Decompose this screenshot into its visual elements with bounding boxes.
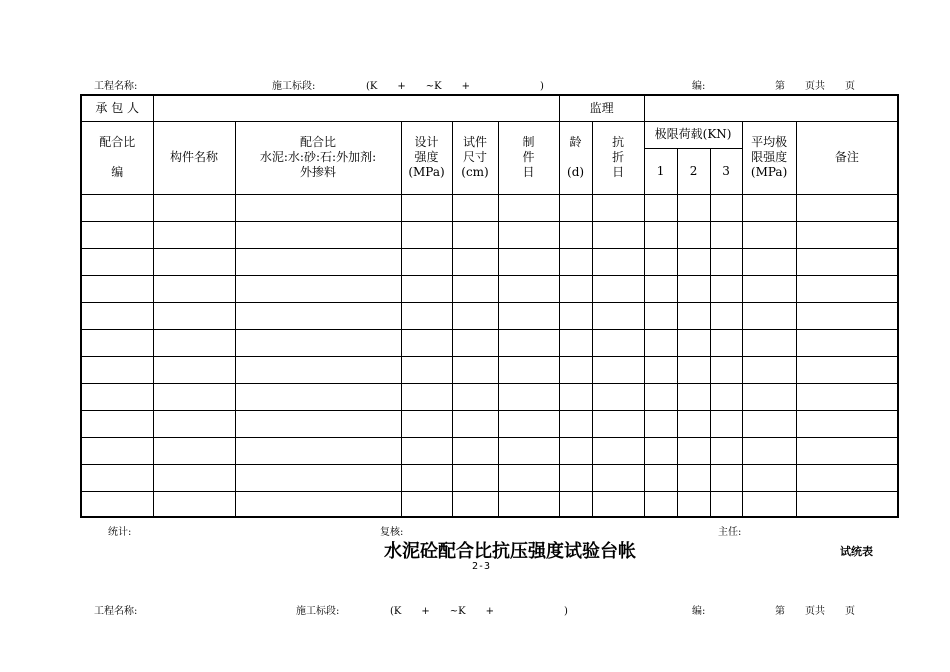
table-cell[interactable] (81, 491, 153, 517)
table-cell[interactable] (742, 329, 796, 356)
table-cell[interactable] (796, 356, 898, 383)
table-cell[interactable] (235, 437, 401, 464)
table-cell[interactable] (592, 437, 644, 464)
table-row (81, 356, 898, 383)
table-cell[interactable] (235, 356, 401, 383)
table-cell[interactable] (452, 329, 498, 356)
table-cell[interactable] (677, 464, 710, 491)
table-cell[interactable] (677, 194, 710, 221)
section-label: 施工标段: (272, 81, 316, 92)
edit-label: 编: (692, 81, 706, 92)
table-cell[interactable] (677, 383, 710, 410)
table-cell[interactable] (677, 356, 710, 383)
table-cell[interactable] (742, 437, 796, 464)
edit-label-bottom: 编: (692, 606, 706, 617)
table-cell[interactable] (742, 302, 796, 329)
col-age: 龄 (d) (559, 121, 592, 194)
table-cell[interactable] (153, 356, 235, 383)
table-cell[interactable] (235, 464, 401, 491)
table-cell[interactable] (742, 248, 796, 275)
table-cell[interactable] (796, 410, 898, 437)
table-cell[interactable] (559, 383, 592, 410)
table-cell[interactable] (742, 221, 796, 248)
table-cell[interactable] (498, 356, 559, 383)
table-cell[interactable] (153, 383, 235, 410)
table-cell[interactable] (559, 194, 592, 221)
table-cell[interactable] (498, 383, 559, 410)
table-cell[interactable] (235, 194, 401, 221)
table-cell[interactable] (592, 410, 644, 437)
table-cell[interactable] (452, 302, 498, 329)
table-cell[interactable] (592, 302, 644, 329)
table-cell[interactable] (153, 248, 235, 275)
table-cell[interactable] (677, 329, 710, 356)
table-cell[interactable] (153, 194, 235, 221)
table-row (81, 275, 898, 302)
section-label-bottom: 施工标段: (296, 606, 340, 617)
col-load-2: 2 (677, 148, 710, 194)
table-cell[interactable] (498, 491, 559, 517)
table-cell[interactable] (592, 464, 644, 491)
table-cell[interactable] (153, 275, 235, 302)
col-remarks: 备注 (796, 121, 898, 194)
table-cell[interactable] (644, 383, 677, 410)
table-cell[interactable] (677, 221, 710, 248)
table-cell[interactable] (401, 275, 452, 302)
table-cell[interactable] (153, 410, 235, 437)
table-cell[interactable] (796, 464, 898, 491)
table-cell[interactable] (452, 221, 498, 248)
table-cell[interactable] (592, 356, 644, 383)
table-cell[interactable] (677, 302, 710, 329)
form-label: 试统表 (840, 545, 873, 558)
table-cell[interactable] (644, 437, 677, 464)
col-avg-strength: 平均极 限强度 (MPa) (742, 121, 796, 194)
table-cell[interactable] (710, 356, 742, 383)
table-cell[interactable] (710, 464, 742, 491)
table-cell[interactable] (81, 464, 153, 491)
table-cell[interactable] (710, 302, 742, 329)
table-cell[interactable] (401, 302, 452, 329)
table-row (81, 410, 898, 437)
table-cell[interactable] (452, 437, 498, 464)
table-row (81, 437, 898, 464)
col-mix-no: 配合比 编 (81, 121, 153, 194)
col-specimen-size: 试件 尺寸 (cm) (452, 121, 498, 194)
table-cell[interactable] (559, 221, 592, 248)
table-cell[interactable] (452, 248, 498, 275)
table-cell[interactable] (592, 248, 644, 275)
table-cell[interactable] (452, 356, 498, 383)
table-cell[interactable] (644, 329, 677, 356)
table-cell[interactable] (153, 329, 235, 356)
table-cell[interactable] (644, 491, 677, 517)
col-test-date: 抗 折 日 (592, 121, 644, 194)
project-name-label-bottom: 工程名称: (94, 606, 138, 617)
table-cell[interactable] (796, 194, 898, 221)
table-cell[interactable] (235, 383, 401, 410)
table-cell[interactable] (796, 437, 898, 464)
table-cell[interactable] (153, 491, 235, 517)
table-cell[interactable] (81, 410, 153, 437)
table-cell[interactable] (710, 410, 742, 437)
table-cell[interactable] (235, 221, 401, 248)
table-cell[interactable] (644, 356, 677, 383)
table-cell[interactable] (559, 356, 592, 383)
table-cell[interactable] (498, 302, 559, 329)
form-number: 2-3 (472, 561, 491, 572)
table-cell[interactable] (153, 437, 235, 464)
table-cell[interactable] (559, 410, 592, 437)
page-number-label-bottom: 第 页共 页 (775, 606, 855, 617)
table-cell[interactable] (742, 491, 796, 517)
table-cell[interactable] (710, 491, 742, 517)
table-cell[interactable] (559, 275, 592, 302)
supervisor-value-cell[interactable] (644, 95, 898, 121)
table-cell[interactable] (796, 383, 898, 410)
table-cell[interactable] (81, 437, 153, 464)
table-cell[interactable] (498, 329, 559, 356)
table-cell[interactable] (796, 329, 898, 356)
table-cell[interactable] (452, 410, 498, 437)
table-cell[interactable] (401, 356, 452, 383)
table-cell[interactable] (710, 437, 742, 464)
table-cell[interactable] (742, 410, 796, 437)
table-cell[interactable] (796, 275, 898, 302)
contractor-label: 承 包 人 (81, 95, 153, 121)
strength-ledger-table (80, 94, 899, 518)
col-made-date: 制 件 日 (498, 121, 559, 194)
table-cell[interactable] (710, 383, 742, 410)
table-cell[interactable] (401, 464, 452, 491)
table-cell[interactable] (498, 248, 559, 275)
table-cell[interactable] (235, 329, 401, 356)
table-row (81, 329, 898, 356)
table-cell[interactable] (592, 221, 644, 248)
table-cell[interactable] (710, 221, 742, 248)
table-cell[interactable] (742, 356, 796, 383)
table-cell[interactable] (742, 464, 796, 491)
table-cell[interactable] (796, 302, 898, 329)
table-cell[interactable] (498, 437, 559, 464)
table-cell[interactable] (644, 248, 677, 275)
table-cell[interactable] (81, 194, 153, 221)
table-row (81, 221, 898, 248)
table-cell[interactable] (235, 410, 401, 437)
table-cell[interactable] (796, 491, 898, 517)
table-cell[interactable] (742, 275, 796, 302)
table-cell[interactable] (796, 221, 898, 248)
table-cell[interactable] (452, 194, 498, 221)
table-cell[interactable] (153, 464, 235, 491)
section-range-bottom: (K + ~K + ) (390, 606, 568, 617)
table-cell[interactable] (742, 194, 796, 221)
contractor-row (81, 95, 898, 121)
col-mix-ratio: 配合比 水泥:水:砂:石:外加剂: 外掺料 (235, 121, 401, 194)
table-cell[interactable] (81, 383, 153, 410)
table-cell[interactable] (710, 329, 742, 356)
table-cell[interactable] (81, 275, 153, 302)
table-cell[interactable] (559, 491, 592, 517)
table-cell[interactable] (401, 437, 452, 464)
table-cell[interactable] (559, 248, 592, 275)
table-cell[interactable] (452, 464, 498, 491)
table-cell[interactable] (153, 221, 235, 248)
project-name-label: 工程名称: (94, 81, 138, 92)
table-row (81, 194, 898, 221)
table-cell[interactable] (644, 410, 677, 437)
table-cell[interactable] (498, 464, 559, 491)
table-cell[interactable] (401, 248, 452, 275)
table-cell[interactable] (81, 248, 153, 275)
table-cell[interactable] (401, 329, 452, 356)
table-cell[interactable] (452, 275, 498, 302)
table-cell[interactable] (677, 410, 710, 437)
table-cell[interactable] (742, 383, 796, 410)
section-range: (K + ~K + ) (366, 81, 544, 92)
table-row (81, 302, 898, 329)
col-load-1: 1 (644, 148, 677, 194)
table-cell[interactable] (81, 356, 153, 383)
table-row (81, 248, 898, 275)
table-cell[interactable] (644, 275, 677, 302)
header-row-1 (81, 121, 898, 148)
chief-label: 主任: (718, 527, 742, 538)
table-cell[interactable] (81, 221, 153, 248)
table-cell[interactable] (401, 221, 452, 248)
table-cell[interactable] (677, 437, 710, 464)
col-ultimate-load: 极限荷载(KN) (644, 121, 742, 148)
review-label: 复核: (380, 527, 404, 538)
table-cell[interactable] (592, 491, 644, 517)
table-cell[interactable] (452, 383, 498, 410)
table-cell[interactable] (235, 248, 401, 275)
table-row (81, 383, 898, 410)
col-design-strength: 设计 强度 (MPa) (401, 121, 452, 194)
table-cell[interactable] (401, 491, 452, 517)
table-cell[interactable] (559, 302, 592, 329)
table-cell[interactable] (401, 383, 452, 410)
table-cell[interactable] (235, 302, 401, 329)
table-cell[interactable] (796, 248, 898, 275)
table-cell[interactable] (710, 248, 742, 275)
page-number-label: 第 页共 页 (775, 81, 855, 92)
table-cell[interactable] (81, 302, 153, 329)
table-cell[interactable] (559, 437, 592, 464)
table-cell[interactable] (81, 329, 153, 356)
table-cell[interactable] (401, 410, 452, 437)
table-cell[interactable] (710, 275, 742, 302)
table-cell[interactable] (644, 464, 677, 491)
col-load-3: 3 (710, 148, 742, 194)
table-row (81, 464, 898, 491)
statistics-label: 统计: (108, 527, 132, 538)
table-cell[interactable] (592, 383, 644, 410)
table-cell[interactable] (644, 302, 677, 329)
table-row (81, 491, 898, 517)
table-cell[interactable] (559, 329, 592, 356)
table-cell[interactable] (235, 491, 401, 517)
page-title: 水泥砼配合比抗压强度试验台帐 (384, 541, 636, 562)
table-cell[interactable] (235, 275, 401, 302)
table-cell[interactable] (498, 410, 559, 437)
contractor-value-cell[interactable] (153, 95, 559, 121)
table-cell[interactable] (592, 275, 644, 302)
table-cell[interactable] (677, 275, 710, 302)
table-cell[interactable] (710, 194, 742, 221)
col-component-name: 构件名称 (153, 121, 235, 194)
table-cell[interactable] (677, 248, 710, 275)
table-cell[interactable] (452, 491, 498, 517)
table-cell[interactable] (498, 194, 559, 221)
table-cell[interactable] (559, 464, 592, 491)
supervisor-label: 监理 (559, 95, 644, 121)
table-cell[interactable] (677, 491, 710, 517)
table-cell[interactable] (153, 302, 235, 329)
table-cell[interactable] (644, 221, 677, 248)
table-cell[interactable] (498, 221, 559, 248)
table-cell[interactable] (592, 329, 644, 356)
table-cell[interactable] (592, 194, 644, 221)
table-cell[interactable] (644, 194, 677, 221)
table-cell[interactable] (498, 275, 559, 302)
table-cell[interactable] (401, 194, 452, 221)
